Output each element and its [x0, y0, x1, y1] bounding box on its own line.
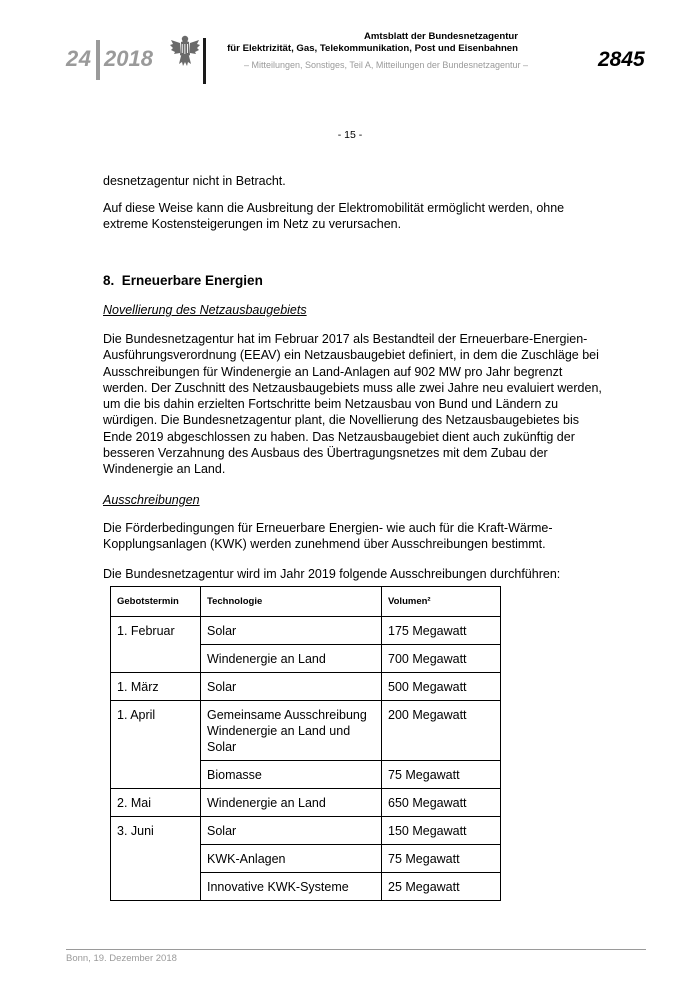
- technology-cell: Gemeinsame Ausschreibung Windenergie an Land und Solar: [201, 701, 382, 761]
- table-header-row: [111, 587, 501, 617]
- issue-divider: [96, 40, 100, 80]
- footer-divider: [66, 949, 646, 950]
- volume-cell: 500 Megawatt: [382, 673, 501, 701]
- table-row: [111, 789, 501, 817]
- date-cell: 1. Februar: [111, 617, 201, 673]
- table-row: [111, 673, 501, 701]
- gazette-title: [210, 31, 518, 55]
- volume-cell: 650 Megawatt: [382, 789, 501, 817]
- volume-cell: 75 Megawatt: [382, 761, 501, 789]
- technology-cell: Solar: [201, 673, 382, 701]
- page-number: 2845: [598, 48, 645, 71]
- date-cell: 2. Mai: [111, 789, 201, 817]
- technology-cell: Biomasse: [201, 761, 382, 789]
- table-row: [111, 701, 501, 761]
- paragraph-continuation: desnetzagentur nicht in Betracht.: [103, 174, 286, 188]
- header-divider: [203, 38, 206, 84]
- issue-year: 2018: [104, 46, 153, 71]
- technology-cell: Solar: [201, 817, 382, 845]
- table-row: [111, 817, 501, 845]
- gazette-title-line2: für Elektrizität, Gas, Telekommunikation, Post und Eisenbahnen: [227, 43, 518, 54]
- issue-number: 24: [66, 46, 92, 71]
- technology-cell: Innovative KWK-Systeme: [201, 873, 382, 901]
- date-cell: 1. April: [111, 701, 201, 789]
- gazette-subtitle: – Mitteilungen, Sonstiges, Teil A, Mitteilungen der Bundesnetzagentur –: [243, 60, 528, 70]
- volume-cell: 75 Megawatt: [382, 845, 501, 873]
- auction-schedule-table: [110, 586, 501, 901]
- column-header-technology: Technologie: [201, 587, 382, 617]
- footer-date: Bonn, 19. Dezember 2018: [66, 953, 177, 964]
- paragraph-table-intro: Die Bundesnetzagentur wird im Jahr 2019 folgende Ausschreibungen durchführen:: [103, 567, 561, 581]
- date-cell: 1. März: [111, 673, 201, 701]
- subheading-ausschreibungen: Ausschreibungen: [103, 493, 200, 507]
- subheading-netzausbaugebiet: Novellierung des Netzausbaugebiets: [103, 303, 307, 317]
- column-header-volume: Volumen²: [382, 587, 501, 617]
- paragraph-netzausbaugebiet: Die Bundesnetzagentur hat im Februar 2017 als Bestandteil der Erneuerbare-Energien-Ausführungsverordnung (EEAV) ein Netzausbaugebiet definiert, in dem die Zuschläge bei Ausschreibungen für Windenergie an Land-Anlagen auf 902 MW pro Jahr begrenzt werden. Der Zuschnitt des Netzausbaugebiets muss alle zwei Jahre neu evaluiert werden, um die bis dahin erzielten Fortschritte beim Netzausbau von Bund und Ländern zu würdigen. Die Bundesnetzagentur plant, die Novellierung des Netzausbaugebietes bis Ende 2019 abgeschlossen zu haben. Das Netzausbaugebiet dient auch zukünftig der besseren Verzahnung des Ausbaus des Übertragungsnetzes mit dem Zubau der Windenergie an Land.: [103, 332, 602, 477]
- gazette-title-line1: Amtsblatt der Bundesnetzagentur: [363, 31, 518, 42]
- column-header-date: Gebotstermin: [111, 587, 201, 617]
- paragraph-ausschreibungen: Die Förderbedingungen für Erneuerbare Energien- wie auch für die Kraft-Wärme-Kopplungsanlagen (KWK) werden zunehmend über Ausschreibungen bestimmt.: [103, 521, 553, 552]
- volume-cell: 25 Megawatt: [382, 873, 501, 901]
- technology-cell: Solar: [201, 617, 382, 645]
- volume-cell: 200 Megawatt: [382, 701, 501, 761]
- section-heading: 8. Erneuerbare Energien: [103, 273, 263, 288]
- technology-cell: Windenergie an Land: [201, 645, 382, 673]
- volume-cell: 150 Megawatt: [382, 817, 501, 845]
- volume-cell: 175 Megawatt: [382, 617, 501, 645]
- technology-cell: KWK-Anlagen: [201, 845, 382, 873]
- federal-eagle-icon: [170, 33, 200, 67]
- date-cell: 3. Juni: [111, 817, 201, 901]
- volume-cell: 700 Megawatt: [382, 645, 501, 673]
- internal-page-number: - 15 -: [337, 129, 363, 141]
- technology-cell: Windenergie an Land: [201, 789, 382, 817]
- paragraph-emobility: Auf diese Weise kann die Ausbreitung der Elektromobilität ermöglicht werden, ohne extreme Kostensteigerungen im Netz zu verursachen.: [103, 201, 565, 232]
- table-row: [111, 617, 501, 645]
